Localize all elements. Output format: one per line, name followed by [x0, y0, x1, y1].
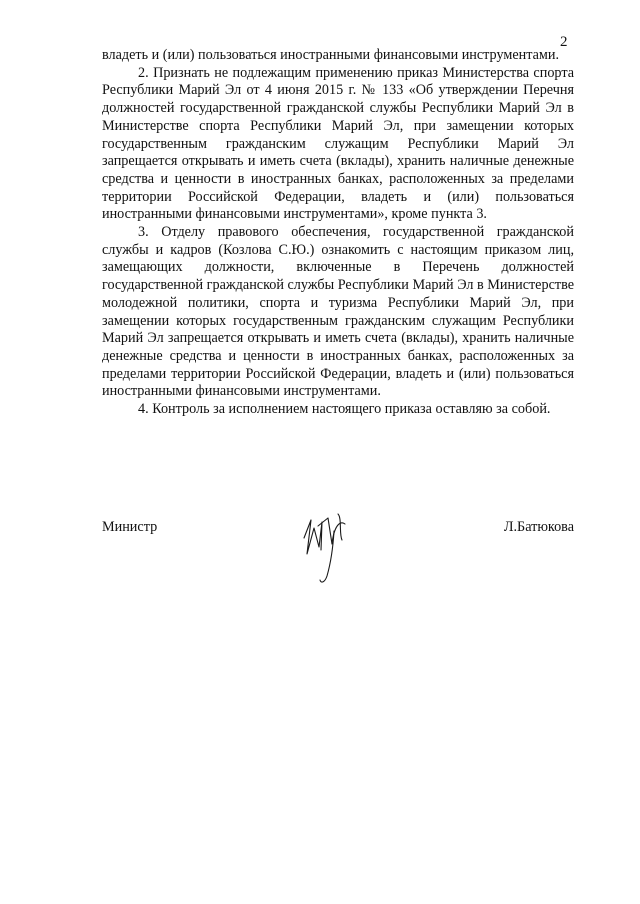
paragraph-continuation: владеть и (или) пользоваться иностранными финансовыми инструментами. — [102, 47, 560, 63]
signer-title: Министр — [102, 519, 158, 535]
handwritten-signature-icon — [298, 498, 354, 588]
paragraph-item-3: 3. Отделу правового обеспечения, государственной гражданской службы и кадров (Козлова С.Ю.) ознакомить с настоящим приказом лиц, замещающих должности, включенные в Перечень должностей государственной гражданской службы Республики Марий Эл в Министерстве молодежной политики, спорта и туризма Республики Марий Эл, при замещении которых государственным гражданским служащим Республики Марий Эл запрещается открывать и иметь счета (вклады), хранить наличные денежные средства и ценности в иностранных банках, расположенных за пределами территории Российской Федерации, владеть и (или) пользоваться иностранными финансовыми инструментами. — [102, 224, 574, 400]
paragraph-item-2: 2. Признать не подлежащим применению приказ Министерства спорта Республики Марий Эл от 4 июня 2015 г. № 133 «Об утверждении Перечня должностей государственной гражданской службы Республики Марий Эл в Министерстве спорта Республики Марий Эл, при замещении которых государственным гражданским служащим Республики Марий Эл запрещается открывать и иметь счета (вклады), хранить наличные денежные средства и ценности в иностранных банках, расположенных за пределами территории Российской Федерации, владеть и (или) пользоваться иностранными финансовыми инструментами», кроме пункта 3. — [102, 64, 574, 223]
paragraph-item-4: 4. Контроль за исполнением настоящего приказа оставляю за собой. — [138, 401, 551, 418]
page-number: 2 — [560, 34, 568, 50]
document-body — [102, 47, 574, 419]
signer-name: Л.Батюкова — [503, 519, 574, 535]
